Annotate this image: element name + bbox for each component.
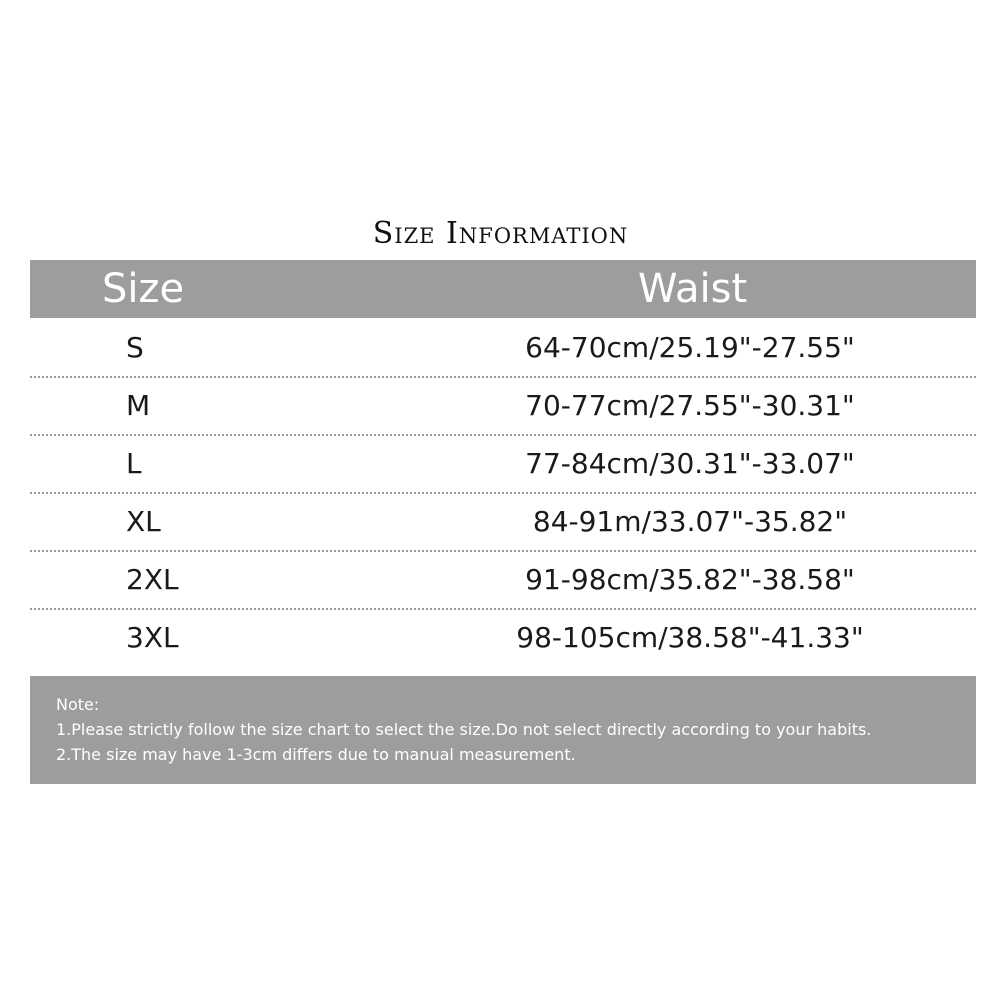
waist-cell: 84-91m/33.07"-35.82" (532, 505, 848, 538)
page-title: Size Information (372, 216, 629, 251)
size-cell: 3XL (126, 621, 179, 654)
size-cell: L (126, 447, 142, 480)
size-cell: S (126, 331, 144, 364)
table-header (30, 260, 976, 318)
table-row (30, 610, 976, 668)
note-label: Note: (56, 695, 100, 714)
size-cell: M (126, 389, 151, 422)
size-cell: XL (126, 505, 161, 538)
table-row (30, 552, 976, 610)
waist-cell: 77-84cm/30.31"-33.07" (525, 447, 855, 480)
table-row (30, 320, 976, 378)
column-header-size: Size (102, 266, 185, 312)
note-line-2: 2.The size may have 1-3cm differs due to manual measurement. (56, 745, 576, 764)
table-row (30, 494, 976, 552)
size-table-body (30, 320, 976, 668)
size-cell: 2XL (126, 563, 179, 596)
waist-cell: 91-98cm/35.82"-38.58" (525, 563, 855, 596)
table-row (30, 378, 976, 436)
note-box (30, 676, 976, 784)
column-header-waist: Waist (638, 266, 748, 312)
waist-cell: 64-70cm/25.19"-27.55" (525, 331, 855, 364)
table-row (30, 436, 976, 494)
waist-cell: 98-105cm/38.58"-41.33" (516, 621, 864, 654)
waist-cell: 70-77cm/27.55"-30.31" (525, 389, 855, 422)
note-line-1: 1.Please strictly follow the size chart to select the size.Do not select directly according to your habits. (56, 720, 872, 739)
